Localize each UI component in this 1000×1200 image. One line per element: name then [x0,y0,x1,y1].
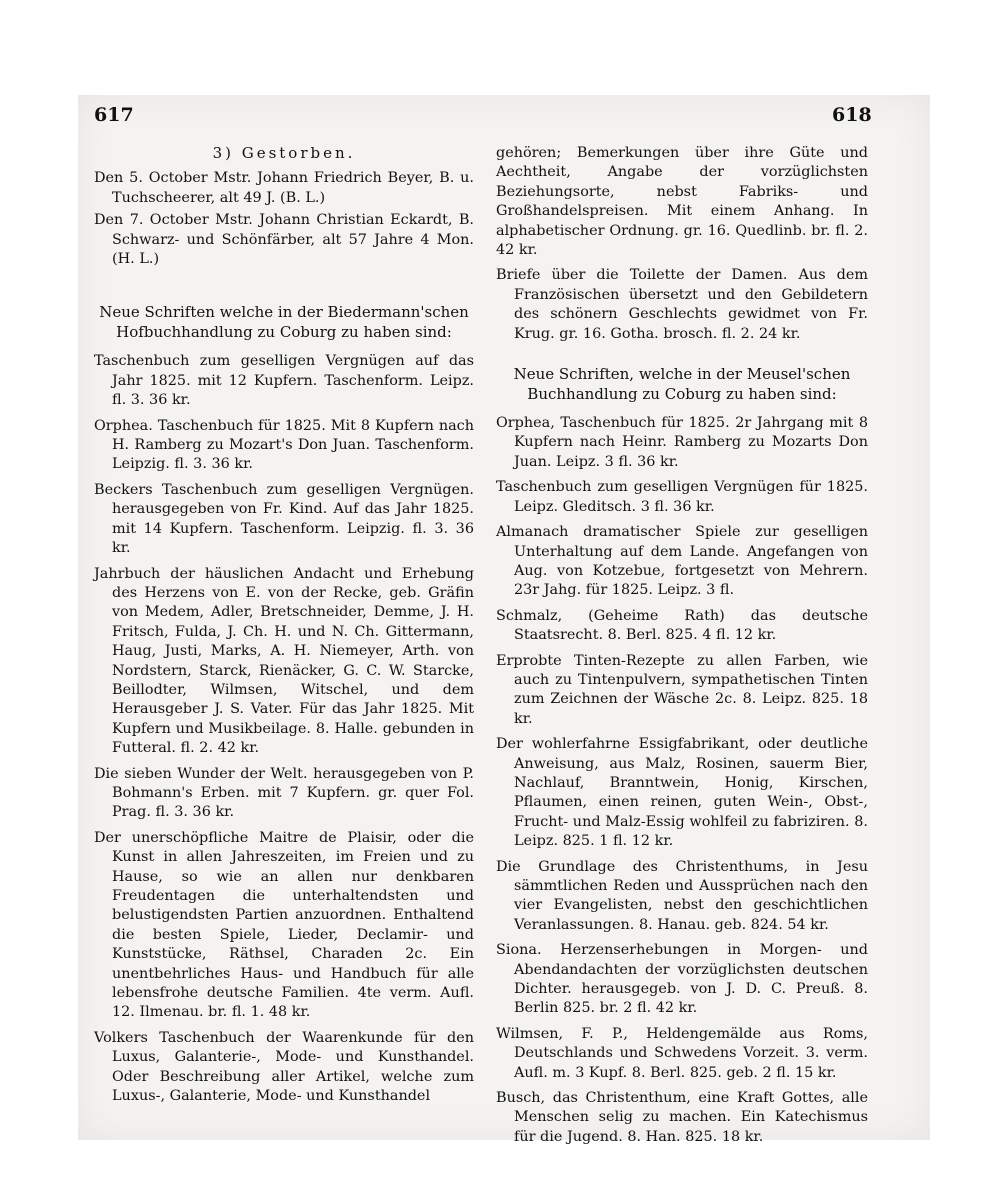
continued-entry: gehören; Bemerkungen über ihre Güte und Aechtheit, Angabe der vorzüglichsten Beziehungsorte, nebst Fabriks- und Großhandelspreisen. Mit einem Anhang. In alphabetischer Ordnung. gr. 16. Quedlinb. br. fl. 2. 42 kr. [496,145,868,259]
book-entry: Busch, das Christenthum, eine Kraft Gottes, alle Menschen selig zu machen. Ein Katechismus für die Jugend. 8. Han. 825. 18 kr. [496,1090,868,1145]
book-entry: Taschenbuch zum geselligen Vergnügen für 1825. Leipz. Gleditsch. 3 fl. 36 kr. [496,479,868,515]
book-entry: Volkers Taschenbuch der Waarenkunde für den Luxus, Galanterie-, Mode- und Kunsthandel. Oder Beschreibung aller Artikel, welche zum Luxus-, Galanterie, Mode- und Kunsthandel [94,1029,474,1105]
book-entry: Taschenbuch zum geselligen Vergnügen auf das Jahr 1825. mit 12 Kupfern. Taschenform. Leipz. fl. 3. 36 kr. [94,353,474,409]
book-entry: Erprobte Tinten-Rezepte zu allen Farben, wie auch zu Tintenpulvern, sympathetischen Tinten zum Zeichnen der Wäsche 2c. 8. Leipz. 825. 18 kr. [496,652,868,727]
book-entry: Der unerschöpfliche Maitre de Plaisir, oder die Kunst in allen Jahreszeiten, im Freien und zu Hause, so wie an allen nur denkbaren Freudentagen die unterhaltendsten und belustigendsten Partien anzuordnen. Enthaltend die besten Spiele, Lieder, Declamir- und Kunststücke, Räthsel, Charaden 2c. Ein unentbehrliches Haus- und Handbuch für alle lebensfrohe deutsche Familien. 4te verm. Aufl. 12. Ilmenau. br. fl. 1. 48 kr. [94,829,474,1021]
book-entry: Die Grundlage des Christenthums, in Jesu sämmtlichen Reden und Aussprüchen nach den vier Evangelisten, nebst den geschichtlichen Veranlassungen. 8. Hanau. geb. 824. 54 kr. [496,858,868,933]
death-entry: Den 5. October Mstr. Johann Friedrich Beyer, B. u. Tuchscheerer, alt 49 J. (B. L.) [94,170,474,206]
left-column [94,144,474,1112]
books-heading-meusel: Neue Schriften, welche in der Meusel'schen Buchhandlung zu Coburg zu haben sind: [513,365,851,404]
book-entry: Briefe über die Toilette der Damen. Aus dem Französischen übersetzt und den Gebildetern des schönern Geschlechts gewidmet von Fr. Krug. gr. 16. Gotha. brosch. fl. 2. 24 kr. [496,267,868,342]
books-heading-biedermann: Neue Schriften welche in der Biedermann'schen Hofbuchhandlung zu Coburg zu haben sind: [99,303,469,342]
book-entry: Schmalz, (Geheime Rath) das deutsche Staatsrecht. 8. Berl. 825. 4 fl. 12 kr. [496,607,868,644]
book-entry: Orphea. Taschenbuch für 1825. Mit 8 Kupfern nach H. Ramberg zu Mozart's Don Juan. Taschenform. Leipzig. fl. 3. 36 kr. [94,417,474,473]
section-heading-deaths: 3) Gestorben. [212,144,356,162]
book-entry: Wilmsen, F. P., Heldengemälde aus Roms, Deutschlands und Schwedens Vorzeit. 3. verm. Aufl. m. 3 Kupf. 8. Berl. 825. geb. 2 fl. 15 kr. [496,1025,868,1081]
book-entry: Die sieben Wunder der Welt. herausgegeben von P. Bohmann's Erben. mit 7 Kupfern. gr. quer Fol. Prag. fl. 3. 36 kr. [94,765,474,821]
right-column [496,144,868,1153]
page-number-left: 617 [94,104,134,126]
book-entry: Orphea, Taschenbuch für 1825. 2r Jahrgang mit 8 Kupfern nach Heinr. Ramberg zu Mozarts Don Juan. Leipz. 3 fl. 36 kr. [496,415,868,470]
death-entry: Den 7. October Mstr. Johann Christian Eckardt, B. Schwarz- und Schönfärber, alt 57 Jahre 4 Mon. (H. L.) [94,212,474,268]
book-entry: Der wohlerfahrne Essigfabrikant, oder deutliche Anweisung, aus Malz, Rosinen, sauerm Bier, Nachlauf, Branntwein, Honig, Kirschen, Pflaumen, einen reinen, guten Wein-, Obst-, Frucht- und Malz-Essig wohlfeil zu fabriziren. 8. Leipz. 825. 1 fl. 12 kr. [496,736,868,850]
book-entry: Jahrbuch der häuslichen Andacht und Erhebung des Herzens von E. von der Recke, geb. Gräfin von Medem, Adler, Bretschneider, Demme, J. H. Fritsch, Fulda, J. Ch. H. und N. Ch. Gittermann, Haug, Justi, Marks, A. H. Niemeyer, Arth. von Nordstern, Starck, Rienäcker, G. C. W. Starcke, Beillodter, Wilmsen, Witschel, und dem Herausgeber J. S. Vater. Für das Jahr 1825. Mit Kupfern und Musikbeilage. 8. Halle. gebunden in Futteral. fl. 2. 42 kr. [94,565,474,757]
page-number-right: 618 [832,104,872,126]
book-entry: Siona. Herzenserhebungen in Morgen- und Abendandachten der vorzüglichsten deutschen Dichter. herausgegeb. von J. D. C. Preuß. 8. Berlin 825. br. 2 fl. 42 kr. [496,942,868,1017]
book-entry: Almanach dramatischer Spiele zur geselligen Unterhaltung auf dem Lande. Angefangen von Aug. von Kotzebue, fortgesetzt von Mehrern. 23r Jahg. für 1825. Leipz. 3 fl. [496,524,868,599]
book-entry: Beckers Taschenbuch zum geselligen Vergnügen. herausgegeben von Fr. Kind. Auf das Jahr 1825. mit 14 Kupfern. Taschenform. Leipzig. fl. 3. 36 kr. [94,481,474,557]
